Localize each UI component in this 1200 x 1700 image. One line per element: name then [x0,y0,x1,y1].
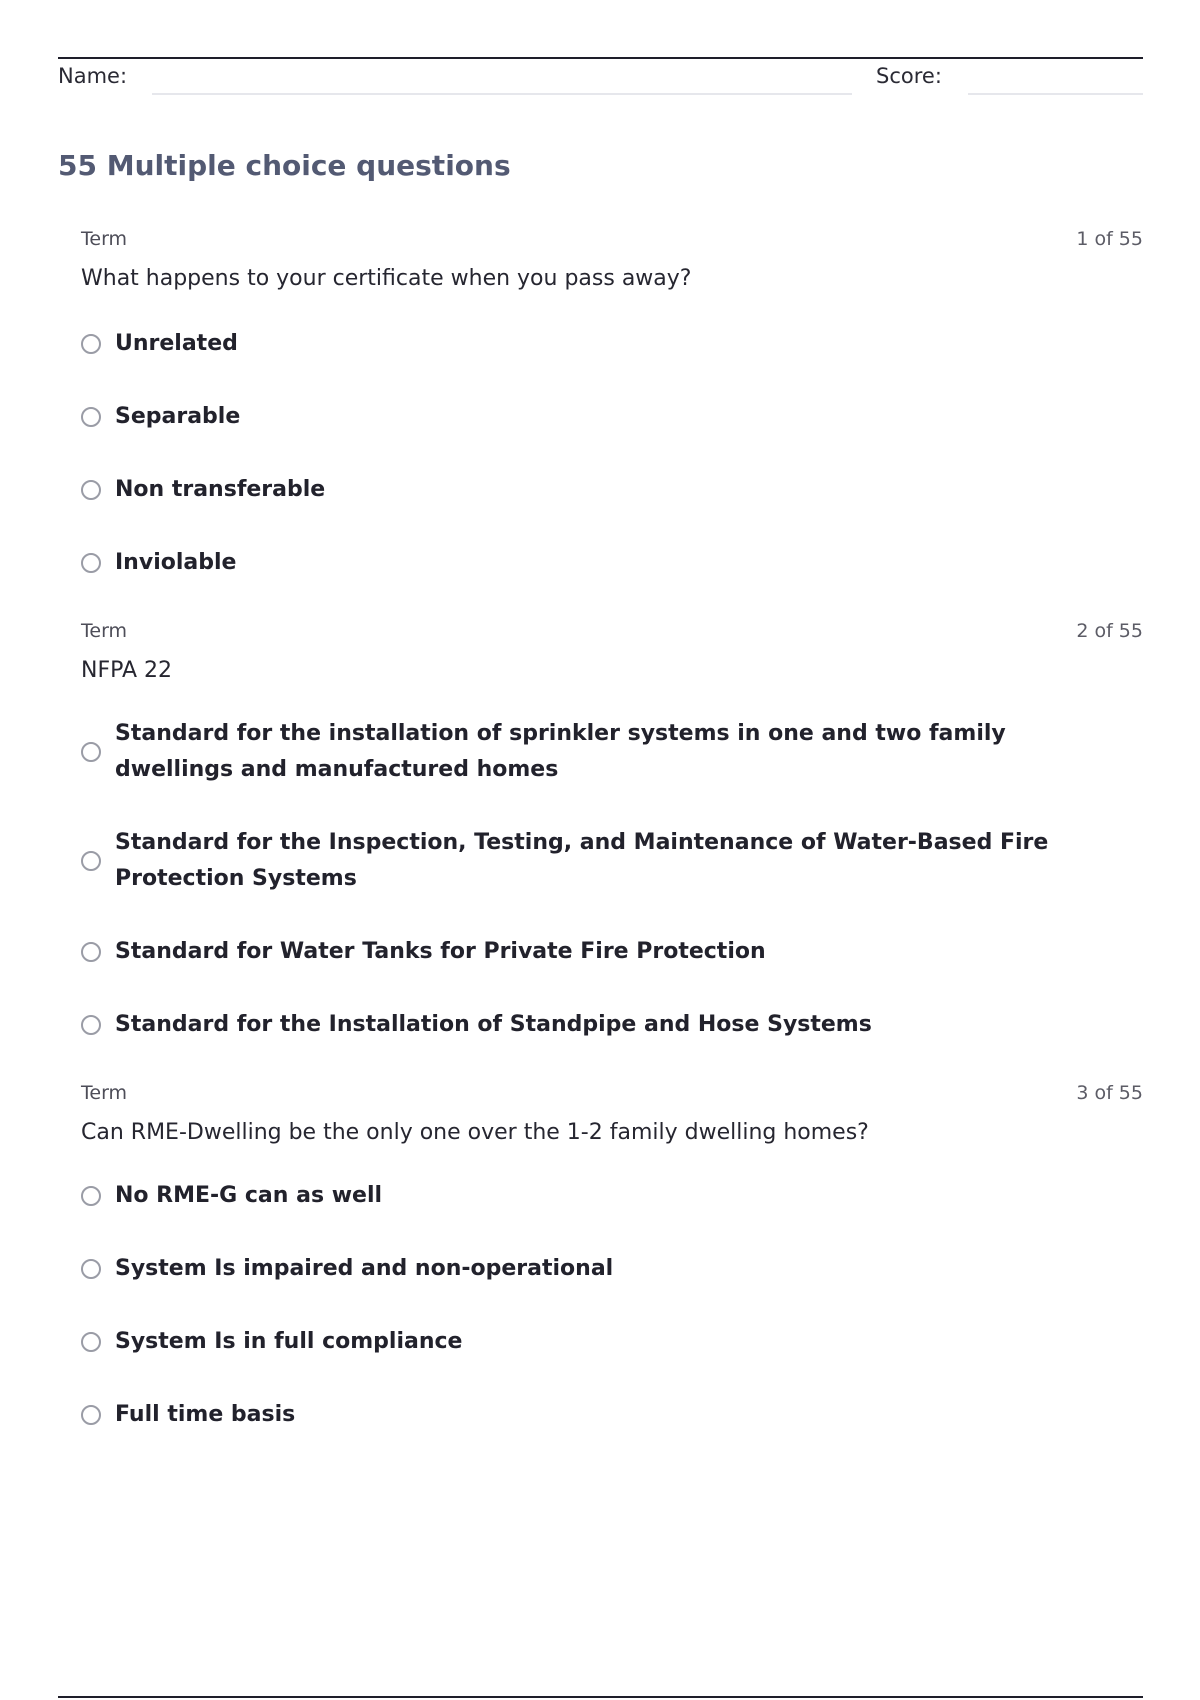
answer-option[interactable] [81,1178,1143,1214]
section-heading: 55 Multiple choice questions [58,149,511,182]
radio-button-icon[interactable] [81,1259,101,1279]
answer-option[interactable] [81,545,1143,581]
answer-option[interactable] [81,825,1143,897]
question-prompt: Can RME-Dwelling be the only one over the 1-2 family dwelling homes? [81,1120,869,1145]
answer-option[interactable] [81,1324,1143,1360]
answer-option[interactable] [81,934,1143,970]
bottom-divider [58,1696,1143,1698]
question-count: 3 of 55 [1076,1082,1143,1104]
answer-option-text: Inviolable [115,550,237,575]
answer-option-text: Full time basis [115,1402,296,1427]
question-label: Term [81,228,128,250]
answer-option[interactable] [81,1397,1143,1433]
answer-option-text: Separable [115,404,241,429]
name-label: Name: [58,64,128,88]
answer-option[interactable] [81,1251,1143,1287]
radio-button-icon[interactable] [81,1015,101,1035]
radio-button-icon[interactable] [81,1332,101,1352]
answer-option-text: Standard for the Inspection, Testing, and Maintenance of Water-Based Fire Protection Systems [115,830,1049,891]
radio-button-icon[interactable] [81,407,101,427]
answer-option[interactable] [81,399,1143,435]
question-1 [81,228,1143,575]
answer-option-text: System Is impaired and non-operational [115,1256,614,1281]
question-count: 2 of 55 [1076,620,1143,642]
answer-option-text: Standard for the Installation of Standpipe and Hose Systems [115,1012,872,1037]
radio-button-icon[interactable] [81,334,101,354]
answer-option-text: Unrelated [115,331,238,356]
question-prompt: What happens to your certificate when you pass away? [81,266,692,291]
answer-option[interactable] [81,472,1143,508]
question-prompt: NFPA 22 [81,658,173,683]
name-field-line[interactable] [152,93,852,95]
question-label: Term [81,620,128,642]
score-field-line[interactable] [968,93,1143,95]
answer-option-text: Non transferable [115,477,326,502]
top-divider [58,57,1143,59]
answer-option-text: Standard for the installation of sprinkler systems in one and two family dwellings and manufactured homes [115,721,1006,782]
radio-button-icon[interactable] [81,553,101,573]
answer-option[interactable] [81,326,1143,362]
radio-button-icon[interactable] [81,1405,101,1425]
worksheet-page [58,0,1143,1700]
answer-option-text: Standard for Water Tanks for Private Fire Protection [115,939,766,964]
question-count: 1 of 55 [1076,228,1143,250]
radio-button-icon[interactable] [81,742,101,762]
answer-option-text: No RME-G can as well [115,1183,383,1208]
radio-button-icon[interactable] [81,851,101,871]
radio-button-icon[interactable] [81,480,101,500]
radio-button-icon[interactable] [81,942,101,962]
answer-option[interactable] [81,716,1143,788]
score-label: Score: [876,64,942,88]
question-label: Term [81,1082,128,1104]
answer-option-text: System Is in full compliance [115,1329,463,1354]
question-3 [81,1082,1143,1427]
question-2 [81,620,1143,1037]
answer-option[interactable] [81,1007,1143,1043]
radio-button-icon[interactable] [81,1186,101,1206]
